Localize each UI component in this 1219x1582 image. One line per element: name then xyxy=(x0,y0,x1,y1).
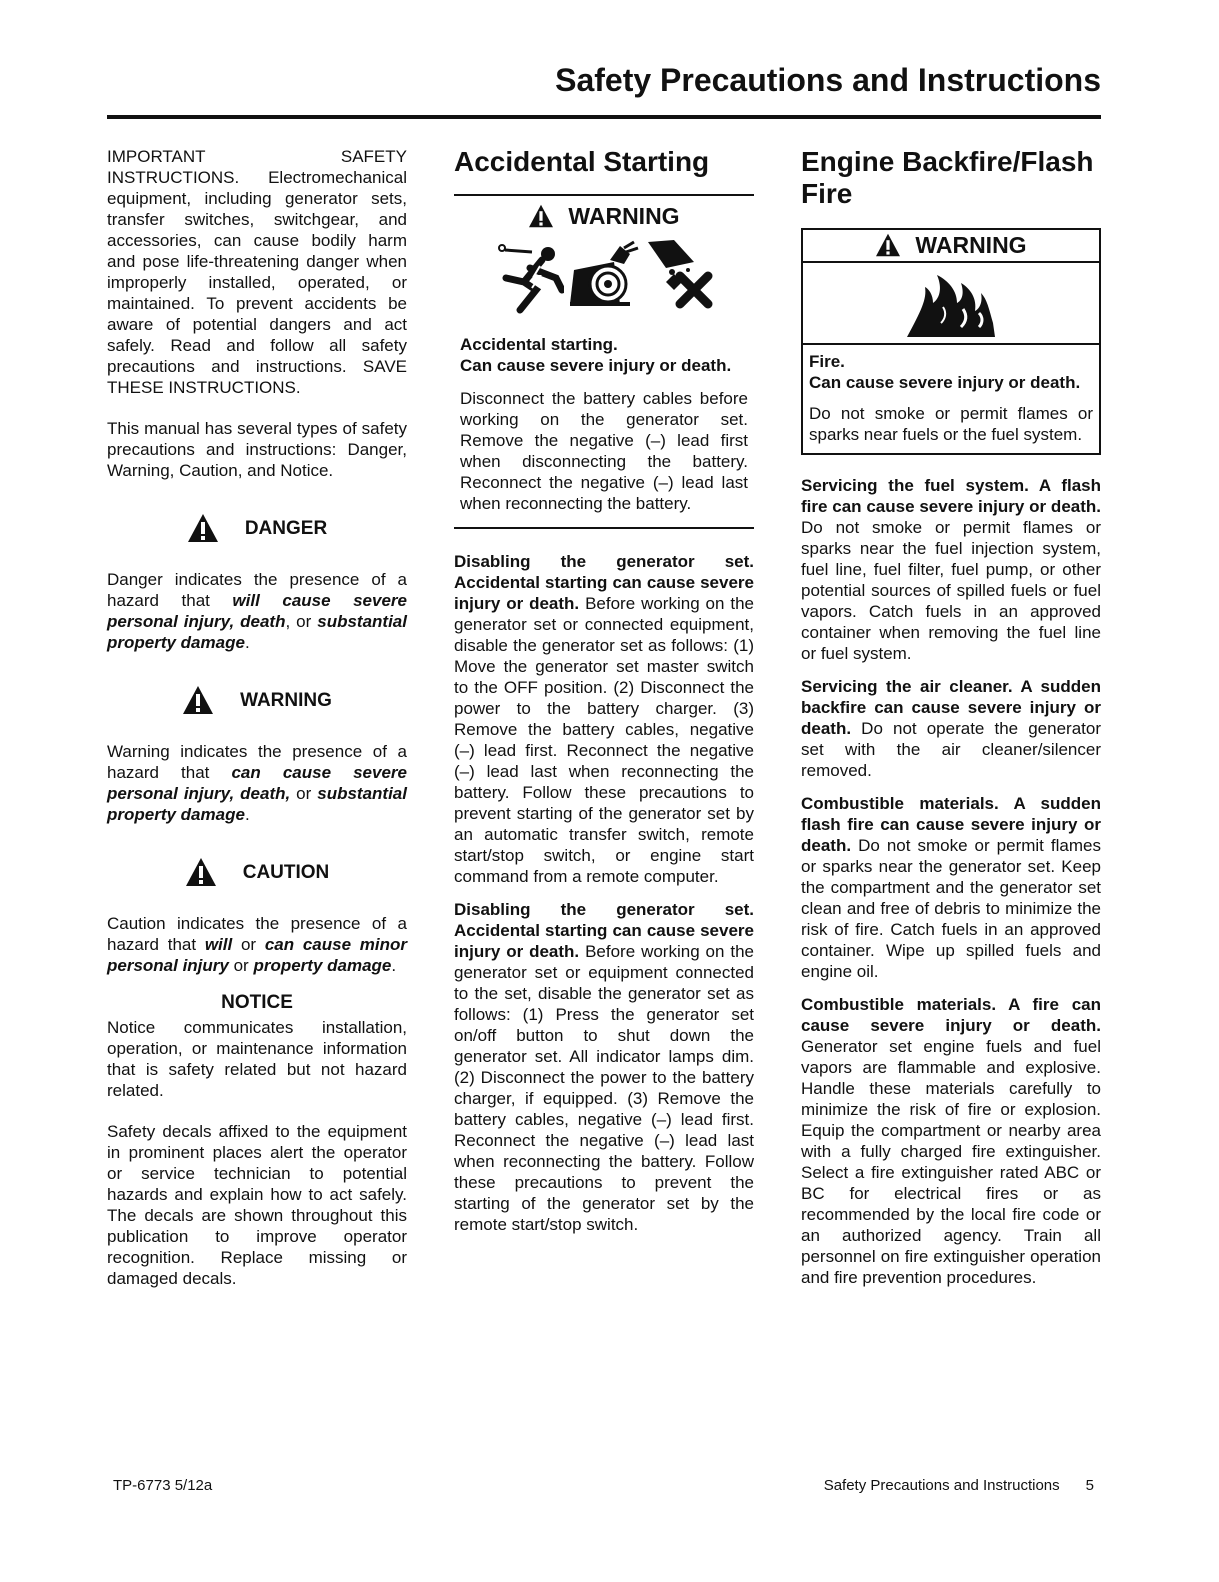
page-title: Safety Precautions and Instructions xyxy=(555,62,1101,98)
caution-heading xyxy=(107,857,407,887)
types-paragraph: This manual has several types of safety precautions and instructions: Danger, Warning, Caution, and Notice. xyxy=(107,419,407,480)
warning-triangle-icon xyxy=(187,513,219,543)
section-heading-engine-backfire: Engine Backfire/Flash Fire xyxy=(801,146,1094,209)
notice-description: Notice communicates installation, operation, or maintenance information that is safety related but not hazard related. xyxy=(107,1018,407,1100)
combustible-materials-paragraph-2: Combustible materials. A fire can cause severe injury or death. Generator set engine fuels and fuel vapors are flammable and explosive. Handle these materials carefully to minimize the risk of fire or explosion. Equip the compartment or nearby area with a fully charged fire extinguisher. Select a fire extinguisher rated ABC or BC for electrical fires or as recommended by the local fire code or an authorized agency. Train all personnel on fire extinguisher operation and fire prevention procedures. xyxy=(801,995,1101,1287)
fire-pictogram xyxy=(803,263,1099,345)
danger-label: DANGER xyxy=(244,517,328,539)
flame-icon xyxy=(903,269,999,339)
disabling-paragraph-1: Disabling the generator set. Accidental starting can cause severe injury or death. Before working on the generator set or connected equipment, disable the generator set as follows: (1) Move the generator set master switch to the OFF position. (2) Disconnect the power to the battery charger. (3) Remove the battery cables, negative (–) lead first. Reconnect the negative (–) lead last when reconnecting the battery. Follow these precautions to prevent starting of the generator set by an automatic transfer switch, remote start/stop switch, or engine start command from a remote computer. xyxy=(454,552,755,886)
electric-shock-icon xyxy=(484,238,564,318)
fire-warning-box xyxy=(801,228,1101,455)
footer-doc-id: TP-6773 5/12a xyxy=(113,1477,213,1494)
section-rule xyxy=(454,194,754,196)
warning-banner xyxy=(803,230,1099,263)
warning-triangle-icon xyxy=(182,685,214,715)
warning-message xyxy=(454,334,754,514)
hazard-pictogram xyxy=(454,238,754,318)
warning-label: WARNING xyxy=(240,689,332,711)
column-engine-backfire xyxy=(801,146,1101,1288)
warning-banner-label: WARNING xyxy=(915,231,1027,258)
rotating-flywheel-icon xyxy=(564,238,644,318)
moving-parts-icon xyxy=(644,238,724,318)
warning-message-text: Disconnect the battery cables before working on the generator set. Remove the negative (–) lead first when disconnecting the battery. Reconnect the negative (–) lead last when reconnecting the battery. xyxy=(460,389,748,513)
warning-triangle-icon xyxy=(185,857,217,887)
warning-message-text: Do not smoke or permit flames or sparks near fuels or the fuel system. xyxy=(809,404,1093,444)
column-accidental-starting xyxy=(454,146,754,1235)
column-general xyxy=(107,146,407,1289)
header-rule xyxy=(107,115,1101,119)
decals-paragraph: Safety decals affixed to the equipment in prominent places alert the operator or service technician to potential hazards and explain how to act safely. The decals are shown throughout this publication to improve operator recognition. Replace missing or damaged decals. xyxy=(107,1122,407,1288)
warning-message-title: Accidental starting. xyxy=(460,335,618,354)
warning-triangle-icon xyxy=(875,233,901,257)
warning-message-subtitle: Can cause severe injury or death. xyxy=(809,373,1081,392)
footer-section xyxy=(824,1477,1094,1494)
page-number: 5 xyxy=(1085,1477,1094,1494)
notice-label: NOTICE xyxy=(221,992,293,1013)
intro-paragraph xyxy=(107,146,407,398)
section-rule xyxy=(454,527,754,529)
disabling-paragraph-2: Disabling the generator set. Accidental starting can cause severe injury or death. Before working on the generator set or equipment connected to the set, disable the generator set as follows: (1) Press the generator set on/off button to shut down the generator set. All indicator lamps dim. (2) Disconnect the power to the battery charger, if equipped. (3) Remove the battery cables, negative (–) lead first. Reconnect the negative (–) lead last when reconnecting the battery. Follow these precautions to prevent the starting of the generator set by the remote start/stop switch. xyxy=(454,900,755,1234)
warning-description: Warning indicates the presence of a hazard that can cause severe personal injury, death, or substantial property damage. xyxy=(107,742,407,824)
warning-banner xyxy=(454,204,754,228)
warning-triangle-icon xyxy=(528,204,554,228)
caution-description: Caution indicates the presence of a hazard that will or can cause minor personal injury or property damage. xyxy=(107,914,408,975)
combustible-materials-paragraph-1: Combustible materials. A sudden flash fire can cause severe injury or death. Do not smoke or permit flames or sparks near the generator set. Keep the compartment and the generator set clean and free of debris to minimize the risk of fire. Catch fuels in an approved container. Wipe up spilled fuels and engine oil. xyxy=(801,794,1101,981)
intro-heading: IMPORTANT SAFETY INSTRUCTIONS. xyxy=(107,147,407,187)
warning-message-title: Fire. xyxy=(809,352,845,371)
danger-description: Danger indicates the presence of a hazard that will cause severe personal injury, death, or substantial property damage. xyxy=(107,570,407,652)
warning-heading xyxy=(107,685,407,715)
warning-message-subtitle: Can cause severe injury or death. xyxy=(460,356,732,375)
warning-banner-label: WARNING xyxy=(568,202,680,229)
danger-heading xyxy=(107,513,407,543)
intro-text: Electromechanical equipment, including generator sets, transfer switches, switchgear, and accessories, can cause bodily harm and pose life-threatening danger when improperly installed, operated, or maintained. To prevent accidents be aware of potential dangers and act safely. Read and follow all safety precautions and instructions. SAVE THESE INSTRUCTIONS. xyxy=(107,168,407,397)
footer-section-title: Safety Precautions and Instructions xyxy=(823,1477,1060,1494)
air-cleaner-paragraph: Servicing the air cleaner. A sudden backfire can cause severe injury or death. Do not operate the generator set with the air cleaner/silencer removed. xyxy=(801,677,1101,780)
fuel-system-paragraph: Servicing the fuel system. A flash fire can cause severe injury or death. Do not smoke or permit flames or sparks near the fuel injection system, fuel line, fuel filter, fuel pump, or other potential sources of spilled fuels or fuel vapors. Catch fuels in an approved container when removing the fuel line or fuel system. xyxy=(801,476,1101,663)
warning-message xyxy=(803,345,1099,453)
caution-label: CAUTION xyxy=(242,861,330,883)
section-heading-accidental-starting: Accidental Starting xyxy=(454,146,710,177)
